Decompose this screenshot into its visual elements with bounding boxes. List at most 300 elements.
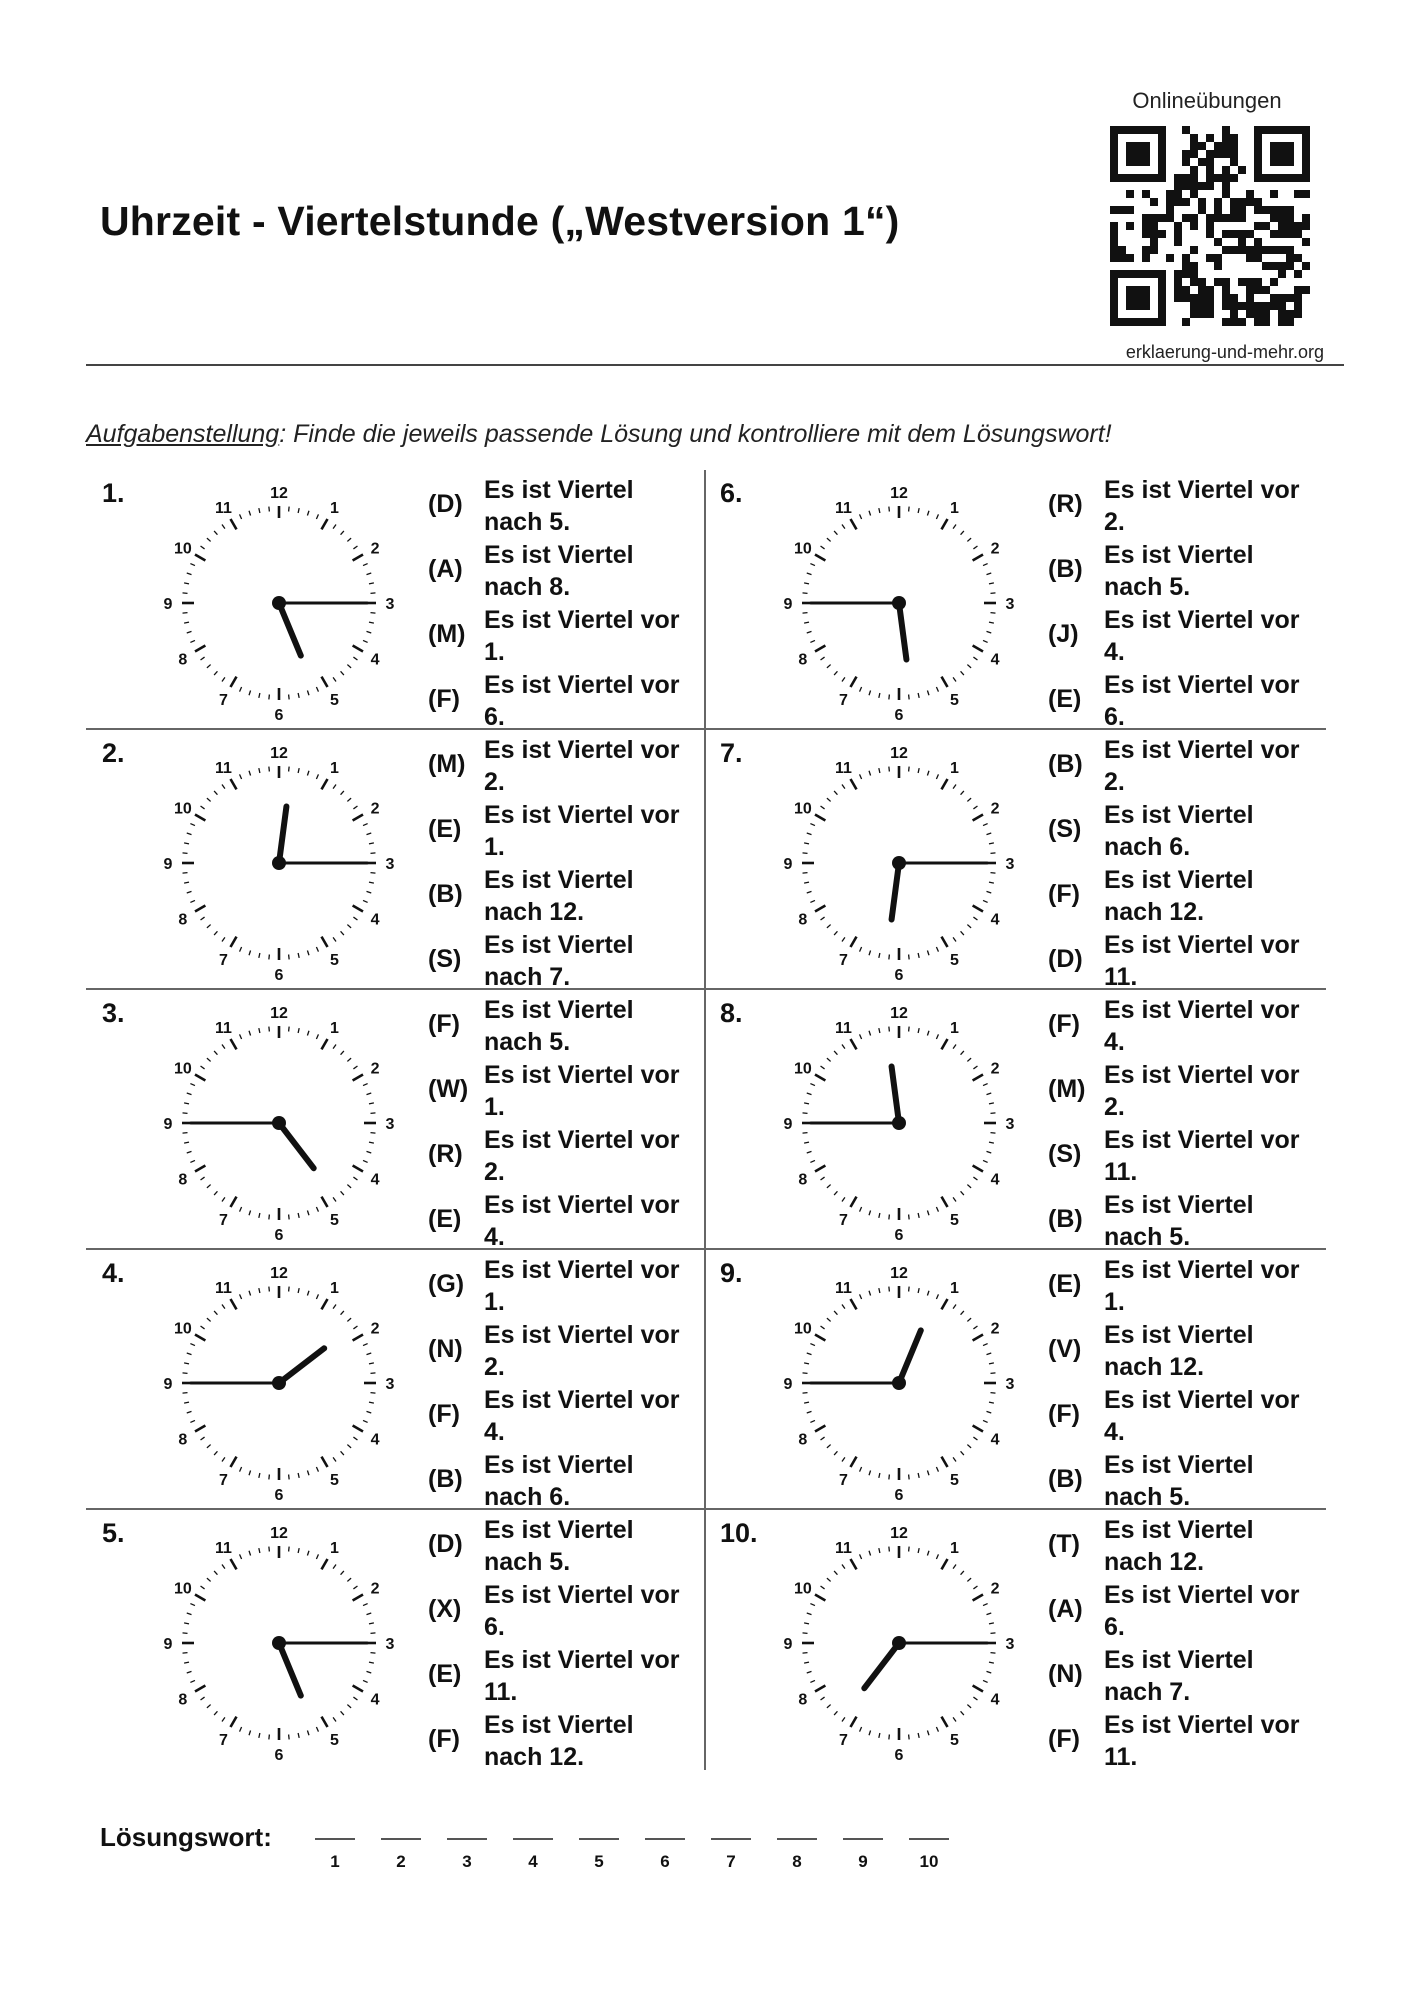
dial-number: 1: [950, 759, 959, 777]
answer-option[interactable]: [1048, 669, 1318, 734]
dial-number: 7: [219, 692, 228, 710]
option-letter: (S): [1048, 1140, 1082, 1168]
answer-slot[interactable]: [896, 1838, 962, 1872]
dial-number: 6: [894, 707, 904, 724]
clock-center: [892, 1376, 906, 1390]
dial-number: 9: [163, 1376, 173, 1393]
dial-number: 1: [950, 1279, 959, 1297]
option-letter: (R): [1048, 490, 1083, 518]
dial-number: 6: [894, 967, 904, 984]
dial-number: 1: [950, 1539, 959, 1557]
answer-option[interactable]: [428, 1644, 698, 1709]
hour-hand: [279, 1643, 301, 1696]
dial-number: 1: [330, 759, 339, 777]
dial-number: 7: [219, 1732, 228, 1750]
dial-number: 4: [990, 1691, 1000, 1709]
dial-number: 3: [1005, 1636, 1015, 1653]
option-text: Es ist Viertel nach 12.: [484, 866, 634, 926]
option-text: Es ist Viertel vor 11.: [1104, 1711, 1300, 1771]
option-text: Es ist Viertel nach 5.: [1104, 541, 1254, 601]
answer-options: [1048, 474, 1318, 734]
option-text: Es ist Viertel vor 1.: [1104, 1256, 1300, 1316]
option-text: Es ist Viertel nach 12.: [1104, 1321, 1254, 1381]
clock-center: [892, 596, 906, 610]
exercise-1: [86, 470, 706, 730]
dial-number: 2: [990, 800, 1000, 818]
option-text: Es ist Viertel vor 4.: [1104, 1386, 1300, 1446]
dial-number: 11: [835, 1279, 852, 1297]
clock-center: [272, 596, 286, 610]
answer-options: [428, 734, 698, 994]
dial-number: 5: [330, 1732, 339, 1750]
answer-blank: [513, 1838, 553, 1840]
answer-options: [428, 474, 698, 734]
option-letter: (S): [1048, 815, 1082, 843]
dial-number: 1: [330, 1279, 339, 1297]
option-text: Es ist Viertel nach 5.: [1104, 1451, 1254, 1511]
option-letter: (E): [428, 815, 462, 843]
dial-number: 8: [798, 1431, 808, 1449]
dial-number: 10: [793, 800, 812, 818]
answer-option[interactable]: [1048, 474, 1318, 539]
answer-option[interactable]: [428, 1579, 698, 1644]
answer-option[interactable]: [428, 994, 698, 1059]
option-text: Es ist Viertel vor 4.: [484, 1386, 680, 1446]
option-text: Es ist Viertel vor 4.: [1104, 996, 1300, 1056]
dial-number: 3: [385, 1116, 395, 1133]
answer-options: [428, 1514, 698, 1774]
option-letter: (B): [1048, 750, 1083, 778]
clock-icon: [772, 1253, 1026, 1507]
answer-option[interactable]: [1048, 1579, 1318, 1644]
dial-number: 9: [783, 856, 793, 873]
option-text: Es ist Viertel nach 5.: [484, 476, 634, 536]
answer-option[interactable]: [428, 474, 698, 539]
hour-hand: [892, 1066, 899, 1123]
dial-number: 8: [178, 1431, 188, 1449]
answer-slot[interactable]: [368, 1838, 434, 1872]
answer-option[interactable]: [1048, 1644, 1318, 1709]
exercise-4: [86, 1250, 706, 1510]
answer-option[interactable]: [428, 1254, 698, 1319]
exercise-number: 1.: [102, 478, 125, 508]
option-letter: (F): [1048, 880, 1080, 908]
answer-option[interactable]: [1048, 1709, 1318, 1774]
answer-option[interactable]: [428, 1449, 698, 1514]
answer-option[interactable]: [1048, 1514, 1318, 1579]
task-text: : Finde die jeweils passende Lösung und kontrolliere mit dem Lösungswort!: [279, 420, 1112, 448]
dial-number: 2: [990, 1320, 1000, 1338]
option-text: Es ist Viertel nach 12.: [1104, 866, 1254, 926]
answer-option[interactable]: [428, 1189, 698, 1254]
dial-number: 10: [793, 1060, 812, 1078]
dial-number: 4: [990, 651, 1000, 669]
dial-number: 7: [839, 1732, 848, 1750]
answer-slot[interactable]: [434, 1838, 500, 1872]
dial-number: 10: [793, 540, 812, 558]
answer-slot-number: 10: [919, 1852, 939, 1871]
answer-option[interactable]: [428, 1384, 698, 1449]
answer-blank: [381, 1838, 421, 1840]
answer-option[interactable]: [1048, 1319, 1318, 1384]
dial-number: 12: [270, 1005, 288, 1022]
dial-number: 7: [839, 952, 848, 970]
dial-number: 2: [370, 800, 380, 818]
exercise-number: 5.: [102, 1518, 125, 1548]
answer-slot[interactable]: [632, 1838, 698, 1872]
dial-number: 3: [1005, 1116, 1015, 1133]
option-text: Es ist Viertel vor 2.: [484, 1126, 680, 1186]
clock-center: [892, 1116, 906, 1130]
option-letter: (F): [1048, 1725, 1080, 1753]
option-text: Es ist Viertel nach 7.: [1104, 1646, 1254, 1706]
answer-option[interactable]: [428, 929, 698, 994]
dial-number: 11: [835, 1539, 852, 1557]
option-letter: (E): [1048, 685, 1082, 713]
answer-option[interactable]: [428, 734, 698, 799]
answer-blank: [447, 1838, 487, 1840]
dial-number: 6: [274, 707, 284, 724]
answer-options: [1048, 994, 1318, 1254]
option-text: Es ist Viertel vor 6.: [1104, 671, 1300, 731]
dial-number: 5: [330, 952, 339, 970]
dial-number: 5: [950, 1732, 959, 1750]
option-letter: (D): [428, 490, 463, 518]
dial-number: 9: [783, 1376, 793, 1393]
option-text: Es ist Viertel vor 11.: [1104, 931, 1300, 991]
answer-option[interactable]: [1048, 929, 1318, 994]
option-text: Es ist Viertel nach 5.: [484, 1516, 634, 1576]
dial-number: 4: [370, 1431, 380, 1449]
dial-number: 12: [270, 745, 288, 762]
dial-number: 12: [890, 485, 908, 502]
option-letter: (E): [1048, 1270, 1082, 1298]
dial-number: 5: [950, 1472, 959, 1490]
answer-options: [1048, 734, 1318, 994]
exercise-6: [706, 470, 1326, 730]
answer-slot[interactable]: [566, 1838, 632, 1872]
answer-option[interactable]: [428, 1514, 698, 1579]
dial-number: 12: [890, 745, 908, 762]
option-text: Es ist Viertel vor 2.: [1104, 1061, 1300, 1121]
answer-blank: [777, 1838, 817, 1840]
option-text: Es ist Viertel vor 1.: [484, 801, 680, 861]
dial-number: 4: [990, 911, 1000, 929]
dial-number: 8: [798, 911, 808, 929]
answer-option[interactable]: [428, 864, 698, 929]
option-letter: (A): [428, 555, 463, 583]
dial-number: 1: [330, 499, 339, 517]
hour-hand: [899, 603, 906, 660]
dial-number: 10: [173, 1320, 192, 1338]
option-text: Es ist Viertel nach 12.: [484, 1711, 634, 1771]
answer-slot-number: 3: [462, 1852, 472, 1871]
answer-blank: [843, 1838, 883, 1840]
answer-option[interactable]: [1048, 604, 1318, 669]
answer-slot[interactable]: [830, 1838, 896, 1872]
dial-number: 6: [274, 967, 284, 984]
answer-blank: [711, 1838, 751, 1840]
option-letter: (R): [428, 1140, 463, 1168]
dial-number: 11: [215, 1539, 232, 1557]
answer-blank: [909, 1838, 949, 1840]
dial-number: 5: [950, 692, 959, 710]
answer-slot-number: 9: [858, 1852, 868, 1871]
option-letter: (M): [428, 620, 466, 648]
answer-option[interactable]: [428, 604, 698, 669]
site-url: erklaerung-und-mehr.org: [1125, 342, 1324, 362]
answer-blank: [315, 1838, 355, 1840]
option-letter: (N): [1048, 1660, 1083, 1688]
dial-number: 3: [1005, 596, 1015, 613]
option-text: Es ist Viertel vor 2.: [1104, 476, 1300, 536]
answer-option[interactable]: [1048, 734, 1318, 799]
exercise-number: 2.: [102, 738, 125, 768]
dial-number: 8: [178, 1691, 188, 1709]
dial-number: 10: [793, 1580, 812, 1598]
dial-number: 6: [894, 1747, 904, 1764]
dial-number: 3: [1005, 1376, 1015, 1393]
dial-number: 5: [330, 1212, 339, 1230]
exercise-2: [86, 730, 706, 990]
option-letter: (F): [1048, 1010, 1080, 1038]
page-title: Uhrzeit - Viertelstunde („Westversion 1“): [100, 198, 900, 244]
dial-number: 1: [330, 1539, 339, 1557]
answer-option[interactable]: [428, 1059, 698, 1124]
dial-number: 8: [178, 911, 188, 929]
dial-number: 8: [178, 651, 188, 669]
dial-number: 4: [370, 651, 380, 669]
dial-number: 5: [950, 1212, 959, 1230]
answer-slot-number: 6: [660, 1852, 670, 1871]
option-letter: (D): [428, 1530, 463, 1558]
exercise-number: 10.: [720, 1518, 758, 1548]
option-text: Es ist Viertel nach 8.: [484, 541, 634, 601]
dial-number: 2: [990, 1060, 1000, 1078]
qr-label: Onlineübungen: [1132, 88, 1282, 113]
option-letter: (F): [1048, 1400, 1080, 1428]
exercise-7: [706, 730, 1326, 990]
answer-option[interactable]: [1048, 1059, 1318, 1124]
answer-option[interactable]: [1048, 994, 1318, 1059]
option-letter: (W): [428, 1075, 469, 1103]
answer-option[interactable]: [1048, 1254, 1318, 1319]
option-letter: (M): [1048, 1075, 1086, 1103]
exercise-9: [706, 1250, 1326, 1510]
clock-icon: [152, 473, 406, 727]
hour-hand: [892, 863, 899, 920]
exercise-5: [86, 1510, 706, 1770]
dial-number: 5: [950, 952, 959, 970]
dial-number: 9: [783, 596, 793, 613]
option-text: Es ist Viertel nach 12.: [1104, 1516, 1254, 1576]
option-letter: (F): [428, 685, 460, 713]
clock-icon: [772, 473, 1026, 727]
task-instruction: [86, 420, 1112, 449]
dial-number: 5: [330, 1472, 339, 1490]
clock-icon: [772, 993, 1026, 1247]
dial-number: 3: [385, 1376, 395, 1393]
option-text: Es ist Viertel vor 6.: [484, 671, 680, 731]
clock-center: [272, 1636, 286, 1650]
dial-number: 6: [274, 1747, 284, 1764]
exercise-number: 7.: [720, 738, 743, 768]
option-text: Es ist Viertel vor 2.: [484, 1321, 680, 1381]
answer-option[interactable]: [1048, 1384, 1318, 1449]
dial-number: 6: [894, 1487, 904, 1504]
clock-icon: [152, 733, 406, 987]
dial-number: 5: [330, 692, 339, 710]
dial-number: 3: [385, 856, 395, 873]
dial-number: 11: [215, 759, 232, 777]
dial-number: 6: [894, 1227, 904, 1244]
dial-number: 2: [370, 1060, 380, 1078]
answer-options: [1048, 1514, 1318, 1774]
answer-blank: [645, 1838, 685, 1840]
dial-number: 12: [890, 1525, 908, 1542]
dial-number: 2: [990, 540, 1000, 558]
option-text: Es ist Viertel vor 1.: [484, 606, 680, 666]
dial-number: 8: [798, 1691, 808, 1709]
dial-number: 11: [835, 499, 852, 517]
dial-number: 12: [270, 1265, 288, 1282]
option-letter: (E): [428, 1660, 462, 1688]
answer-slot-number: 5: [594, 1852, 604, 1871]
dial-number: 2: [370, 540, 380, 558]
option-text: Es ist Viertel vor 1.: [484, 1256, 680, 1316]
answer-options: [1048, 1254, 1318, 1514]
dial-number: 12: [890, 1265, 908, 1282]
answer-option[interactable]: [1048, 864, 1318, 929]
dial-number: 4: [990, 1171, 1000, 1189]
answer-option[interactable]: [428, 1319, 698, 1384]
dial-number: 9: [163, 856, 173, 873]
dial-number: 1: [950, 499, 959, 517]
option-text: Es ist Viertel vor 11.: [1104, 1126, 1300, 1186]
dial-number: 7: [839, 1212, 848, 1230]
clock-icon: [772, 1513, 1026, 1767]
answer-option[interactable]: [428, 799, 698, 864]
answer-option[interactable]: [428, 539, 698, 604]
answer-slots: [302, 1838, 962, 1872]
option-letter: (E): [428, 1205, 462, 1233]
answer-blank: [579, 1838, 619, 1840]
dial-number: 9: [163, 596, 173, 613]
dial-number: 3: [385, 596, 395, 613]
option-text: Es ist Viertel vor 4.: [484, 1191, 680, 1251]
exercise-3: [86, 990, 706, 1250]
answer-option[interactable]: [1048, 1449, 1318, 1514]
option-letter: (F): [428, 1010, 460, 1038]
option-letter: (N): [428, 1335, 463, 1363]
answer-slot[interactable]: [500, 1838, 566, 1872]
dial-number: 3: [385, 1636, 395, 1653]
dial-number: 6: [274, 1227, 284, 1244]
option-text: Es ist Viertel vor 4.: [1104, 606, 1300, 666]
dial-number: 4: [370, 911, 380, 929]
dial-number: 7: [219, 1472, 228, 1490]
answer-option[interactable]: [428, 1709, 698, 1774]
hour-hand: [864, 1643, 899, 1688]
option-letter: (V): [1048, 1335, 1082, 1363]
option-text: Es ist Viertel nach 6.: [1104, 801, 1254, 861]
dial-number: 4: [370, 1171, 380, 1189]
option-letter: (X): [428, 1595, 462, 1623]
answer-options: [428, 1254, 698, 1514]
option-letter: (F): [428, 1725, 460, 1753]
option-letter: (S): [428, 945, 462, 973]
option-letter: (B): [428, 1465, 463, 1493]
option-text: Es ist Viertel vor 2.: [484, 736, 680, 796]
option-letter: (M): [428, 750, 466, 778]
option-letter: (B): [1048, 555, 1083, 583]
dial-number: 3: [1005, 856, 1015, 873]
exercise-number: 6.: [720, 478, 743, 508]
dial-number: 11: [215, 1279, 232, 1297]
exercise-number: 4.: [102, 1258, 125, 1288]
header-divider: [86, 364, 1344, 366]
qr-code-icon[interactable]: [1110, 126, 1310, 326]
option-letter: (A): [1048, 1595, 1083, 1623]
option-text: Es ist Viertel vor 6.: [1104, 1581, 1300, 1641]
answer-slot[interactable]: [302, 1838, 368, 1872]
option-letter: (G): [428, 1270, 465, 1298]
hour-hand: [279, 1348, 324, 1383]
dial-number: 1: [330, 1019, 339, 1037]
option-text: Es ist Viertel nach 5.: [1104, 1191, 1254, 1251]
dial-number: 10: [173, 540, 192, 558]
clock-center: [892, 856, 906, 870]
dial-number: 11: [835, 759, 852, 777]
answer-option[interactable]: [428, 1124, 698, 1189]
answer-option[interactable]: [1048, 1189, 1318, 1254]
dial-number: 7: [839, 1472, 848, 1490]
answer-option[interactable]: [1048, 1124, 1318, 1189]
option-letter: (F): [428, 1400, 460, 1428]
dial-number: 7: [219, 952, 228, 970]
answer-slot[interactable]: [764, 1838, 830, 1872]
clock-center: [272, 1116, 286, 1130]
option-letter: (B): [1048, 1465, 1083, 1493]
exercise-number: 3.: [102, 998, 125, 1028]
dial-number: 8: [178, 1171, 188, 1189]
answer-slot[interactable]: [698, 1838, 764, 1872]
clock-center: [272, 1376, 286, 1390]
dial-number: 8: [798, 651, 808, 669]
exercise-number: 8.: [720, 998, 743, 1028]
answer-slot-number: 8: [792, 1852, 802, 1871]
answer-option[interactable]: [1048, 539, 1318, 604]
option-text: Es ist Viertel vor 11.: [484, 1646, 680, 1706]
dial-number: 2: [990, 1580, 1000, 1598]
dial-number: 8: [798, 1171, 808, 1189]
option-text: Es ist Viertel vor 2.: [1104, 736, 1300, 796]
dial-number: 12: [890, 1005, 908, 1022]
answer-option[interactable]: [1048, 799, 1318, 864]
dial-number: 11: [215, 499, 232, 517]
dial-number: 2: [370, 1320, 380, 1338]
answer-option[interactable]: [428, 669, 698, 734]
option-letter: (T): [1048, 1530, 1080, 1558]
answer-slot-number: 1: [330, 1852, 340, 1871]
option-letter: (B): [428, 880, 463, 908]
dial-number: 12: [270, 1525, 288, 1542]
dial-number: 7: [839, 692, 848, 710]
answer-slot-number: 4: [528, 1852, 538, 1871]
dial-number: 4: [990, 1431, 1000, 1449]
dial-number: 6: [274, 1487, 284, 1504]
clock-icon: [772, 733, 1026, 987]
